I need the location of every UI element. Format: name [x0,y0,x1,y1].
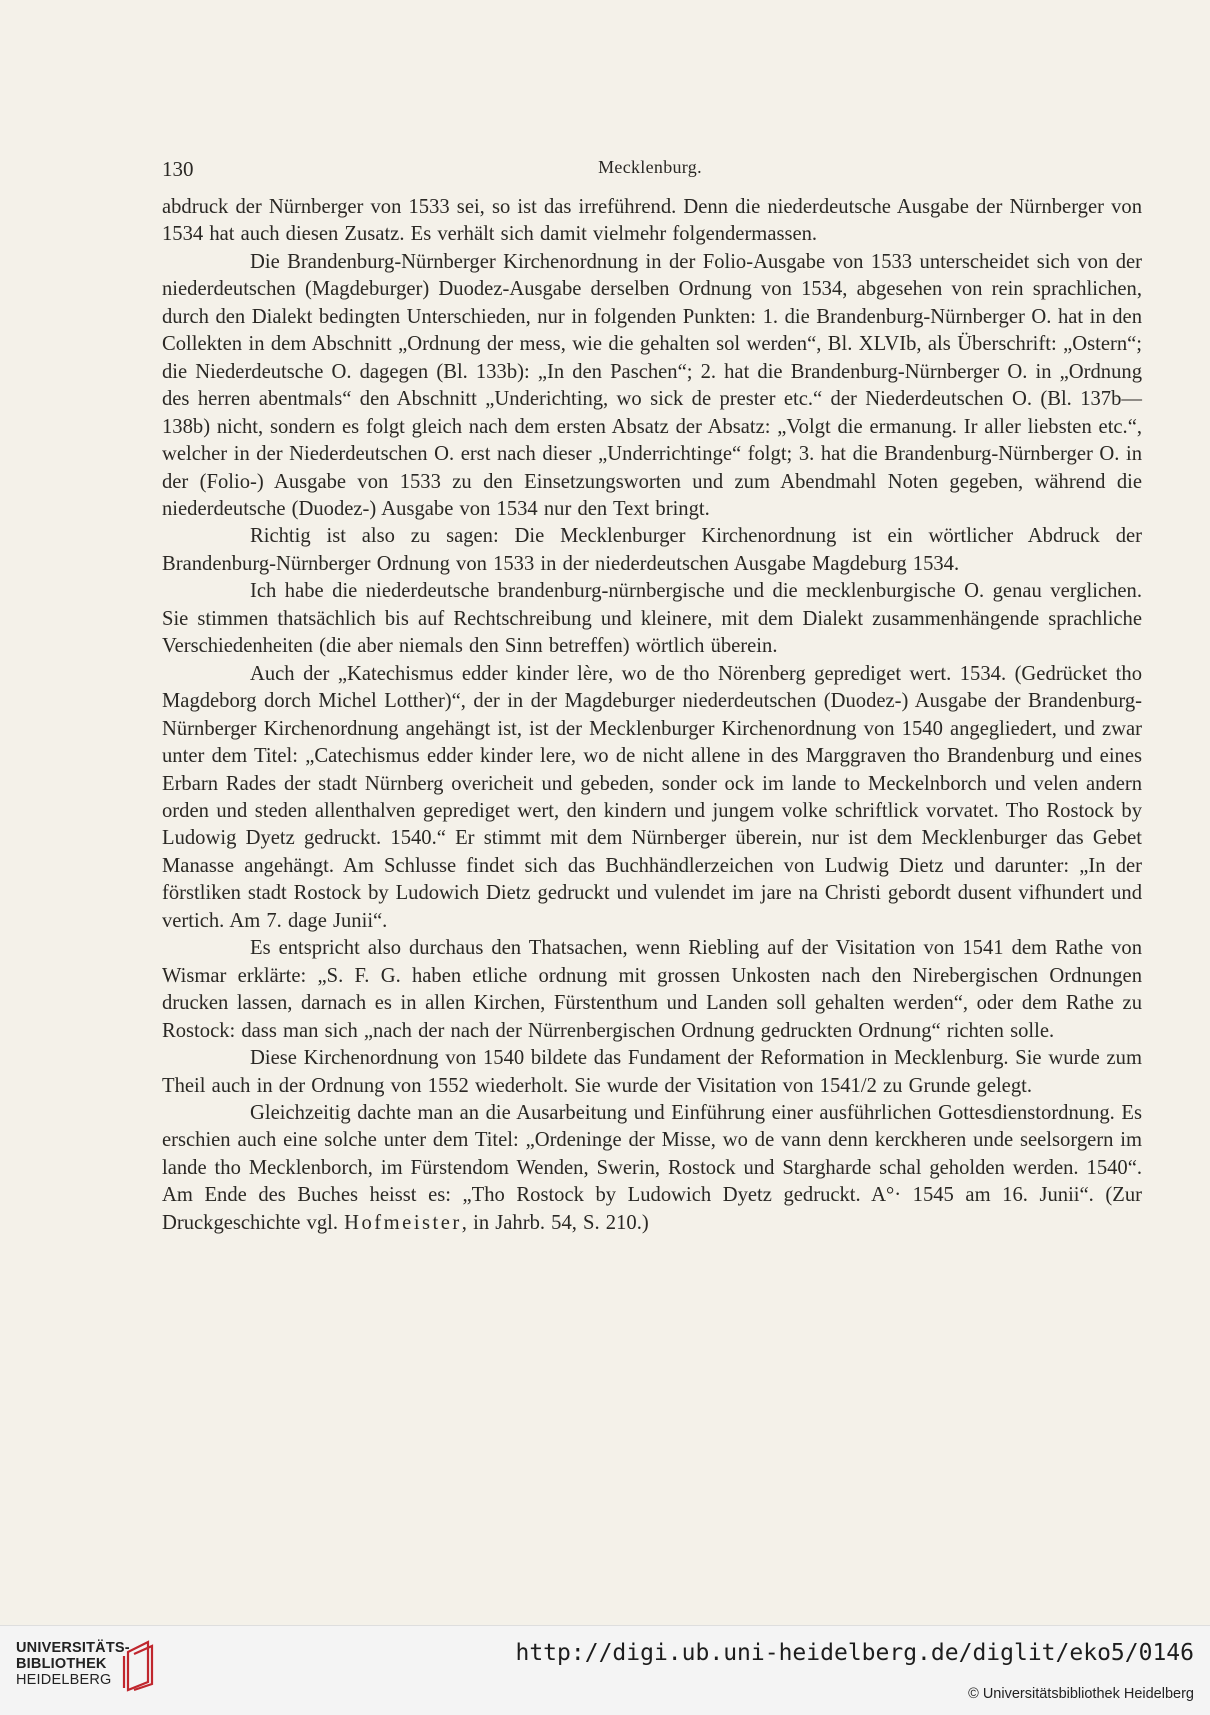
paragraph: Diese Kirchenordnung von 1540 bildete das Fundament der Reformation in Mecklenburg. Sie wurde zum Theil auch in der Ordnung von 1552 wiederholt. Sie wurde der Visitation von 1541/2 zu Grunde gelegt. [162,1047,1142,1097]
paragraph [162,1100,1142,1237]
paragraph: Auch der „Katechismus edder kinder lère, wo de tho Nörenberg geprediget wert. 1534. (Gedrücket tho Magdeborg dorch Michel Lotther)“, der in der Magdeburger niederdeutschen (Duodez-) Ausgabe der Brandenburg-Nürnberger Kirchenordnung angehängt ist, ist der Mecklenburger Kirchenordnung von 1540 angegliedert, und zwar unter dem Titel: „Catechismus edder kinder lere, wo de nicht allene in des Marggraven tho Brandenburg und eines Erbarn Rades der stadt Nürnberg overicheit und gebeden, sonder ock im lande to Meckelnborch und velen andern orden und steden allenthalven geprediget wert, den kindern und jungem volke schriftlick vorvatet. Tho Rostock by Ludowig Dyetz gedruckt. 1540.“ Er stimmt mit dem Nürnberger überein, nur ist dem Mecklenburger das Gebet Manasse angehängt. Am Schlusse findet sich das Buchhändlerzeichen von Ludwig Dietz und darunter: „In der förstliken stadt Rostock by Ludowich Dietz gedruckt und vulendet im jare na Christi gebordt dusent vifhundert und vertich. Am 7. dage Junii“. [162,662,1142,932]
page-number: 130 [162,157,194,181]
paragraph: Es entspricht also durchaus den Thatsachen, wenn Riebling auf der Visitation von 1541 dem Rathe von Wismar erklärte: „S. F. G. haben etliche ordnung mit grossen Unkosten nach den Nirebergischen Ordnungen drucken lassen, darnach es in allen Kirchen, Fürstenthum und Landen soll gehalten werden“, oder dem Rathe zu Rostock: dass man sich „nach der nach der Nürrenbergischen Ordnung gedruckten Ordnung“ richten solle. [162,937,1142,1042]
body-text [162,194,1142,1237]
paragraph: Ich habe die niederdeutsche brandenburg-nürnbergische und die mecklenburgische O. genau verglichen. Sie stimmen thatsächlich bis auf Rechtschreibung und kleinere, mit dem Dialekt zusammenhängende sprachliche Verschiedenheiten (die aber niemals den Sinn betreffen) wörtlich überein. [162,580,1142,658]
page-header [160,157,1140,185]
permalink-url[interactable]: http://digi.ub.uni-heidelberg.de/diglit/eko5/0146 [515,1640,1194,1666]
footer-bar [0,1625,1210,1715]
paragraph: Die Brandenburg-Nürnberger Kirchenordnung in der Folio-Ausgabe von 1533 unterscheidet sich von der niederdeutschen (Magdeburger) Duodez-Ausgabe derselben Ordnung von 1534, abgesehen von rein sprachlichen, durch den Dialekt bedingten Unterschieden, nur in folgenden Punkten: 1. die Brandenburg-Nürnberger O. hat in den Collekten in dem Abschnitt „Ordnung der mess, wie die gehalten sol werden“, Bl. XLVIb, als Überschrift: „Ostern“; die Niederdeutsche O. dagegen (Bl. 133b): „In den Paschen“; 2. hat die Brandenburg-Nürnberger O. in „Ordnung des herren abentmals“ den Abschnitt „Underichting, wo sick de prester etc.“ der Niederdeutschen O. (Bl. 137b—138b) nicht, sondern es folgt gleich nach dem ersten Absatz der Absatz: „Volgt die ermanung. Ir aller liebsten etc.“, welcher in der Niederdeutschen O. erst nach dieser „Underrichtinge“ folgt; 3. hat die Brandenburg-Nürnberger O. in der (Folio-) Ausgabe von 1533 zu den Einsetzungsworten und zum Abendmahl Noten gegeben, während die niederdeutsche (Duodez-) Ausgabe von 1534 nur den Text bringt. [162,250,1142,520]
paragraph: Richtig ist also zu sagen: Die Mecklenburger Kirchenordnung ist ein wörtlicher Abdruck der Brandenburg-Nürnberger Ordnung von 1533 in der niederdeutschen Ausgabe Magdeburg 1534. [162,525,1142,575]
logo-line-1: UNIVERSITÄTS- [16,1640,130,1656]
paragraph-list [162,194,1142,1100]
logo-text [16,1640,130,1688]
library-emblem-icon [122,1640,156,1692]
paragraph-text: Gleichzeitig dachte man an die Ausarbeitung und Einführung einer ausführlichen Gottesdienstordnung. Es erschien auch eine solche unter dem Titel: „Ordeninge der Misse, wo de vann denn kerckheren unde seelsorgern im lande tho Mecklenborch, im Fürstendom Wenden, Swerin, Rostock und Stargharde schal geholden werden. 1540“. Am Ende des Buches heisst es: „Tho Rostock by Ludowich Dyetz gedruckt. A°· 1545 am 16. Junii“. (Zur Druckgeschichte vgl. [162,1101,1142,1234]
paragraph: abdruck der Nürnberger von 1533 sei, so ist das irreführend. Denn die niederdeutsche Ausgabe der Nürnberger von 1534 hat auch diesen Zusatz. Es verhält sich damit vielmehr folgendermassen. [162,196,1142,246]
copyright-notice: © Universitätsbibliothek Heidelberg [968,1686,1194,1702]
logo-line-3: HEIDELBERG [16,1672,112,1688]
logo-line-2: BIBLIOTHEK [16,1656,107,1672]
author-name: Hofmeister [344,1211,462,1234]
running-title: Mecklenburg. [598,157,702,177]
paragraph-text-end: , in Jahrb. 54, S. 210.) [461,1211,649,1234]
library-logo[interactable] [14,1640,234,1704]
